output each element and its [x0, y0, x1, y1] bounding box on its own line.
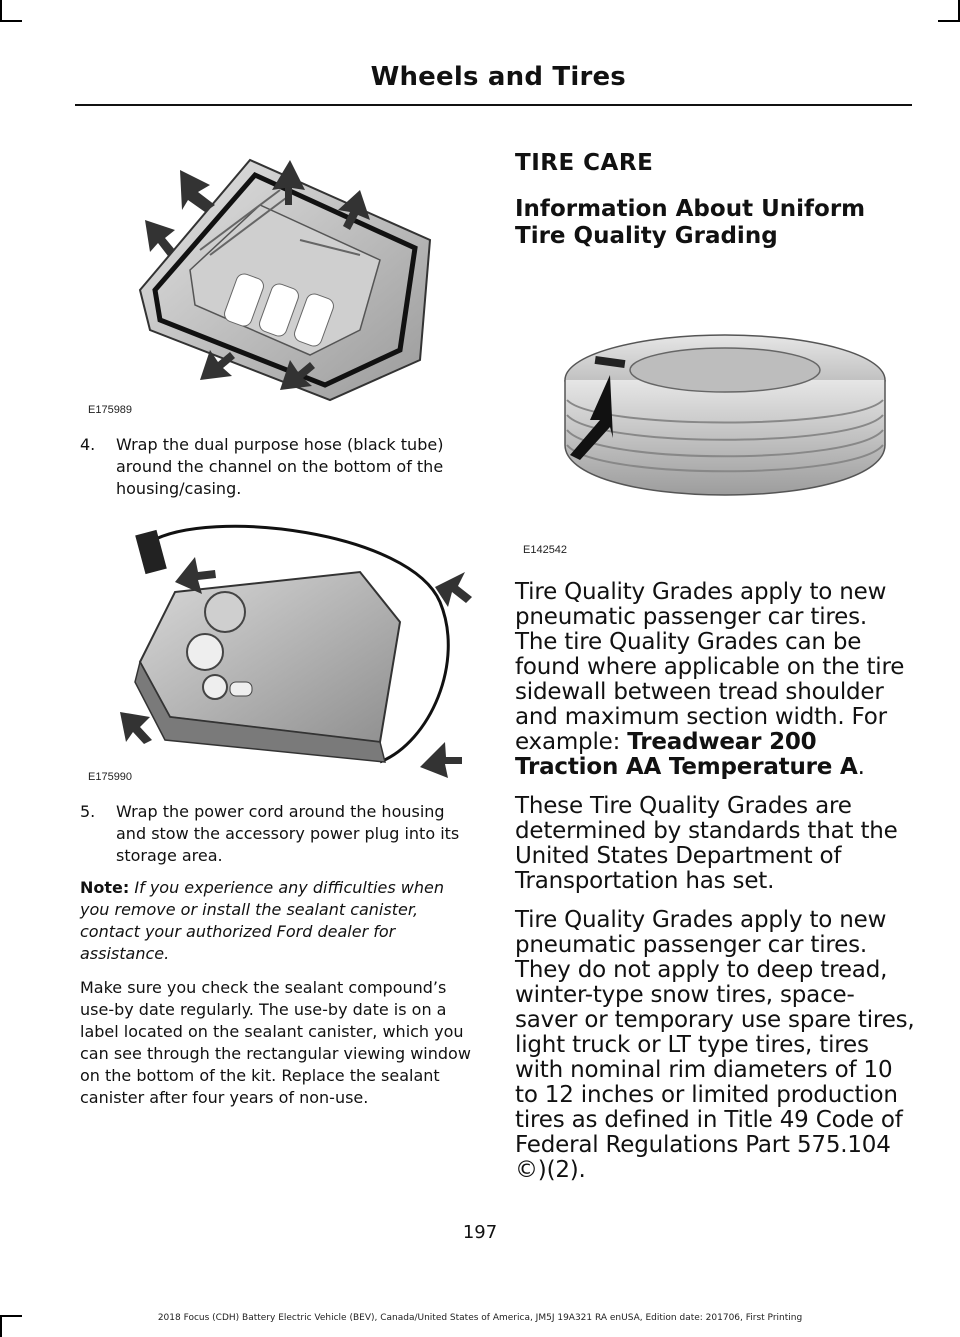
footer-text: 2018 Focus (CDH) Battery Electric Vehicle (BEV), Canada/United States of America, JM5J 19A321 RA enUSA, Edition date: 201706, First Printing	[157, 1313, 803, 1323]
compressor-bottom-illustration	[80, 130, 478, 420]
step-text: Wrap the power cord around the housing and stow the accessory power plug into its storage area.	[116, 802, 460, 865]
compressor-top-illustration	[80, 512, 478, 787]
paragraph-use-by-date: Make sure you check the sealant compound’s use-by date regularly. The use-by date is on a label located on the sealant canister, which you can see through the rectangular viewing window on the bottom of the kit. Replace the sealant canister after four years of non-use.	[80, 978, 471, 1107]
header-rule	[75, 104, 912, 106]
crop-mark-top-right-h	[938, 20, 960, 22]
paragraph-end: .	[857, 754, 865, 780]
step-number: 5.	[80, 802, 96, 821]
section-heading: TIRE CARE	[515, 150, 654, 176]
left-column	[80, 130, 478, 1109]
tire-illustration	[515, 270, 913, 560]
page-header-title: Wheels and Tires	[370, 62, 626, 92]
step-5	[80, 801, 478, 867]
paragraph-applicability: Tire Quality Grades apply to new pneumatic passenger car tires. They do not apply to deep tread, winter-type snow tires, space-saver or temporary use spare tires, light truck or LT type tires, tires with nominal rim diameters of 10 to 12 inches or limited production tires as defined in Title 49 Code of Federal Regulations Part 575.104 ©)(2).	[515, 907, 915, 1183]
paragraph-text: Tire Quality Grades apply to new pneumatic passenger car tires. The tire Quality Grades can be found where applicable on the tire sidewall between tread shoulder and maximum section width. For example:	[515, 579, 905, 755]
note-label: Note:	[80, 878, 130, 897]
crop-mark-top-left-h	[0, 20, 22, 22]
note	[80, 877, 478, 965]
crop-mark-top-left	[0, 0, 2, 22]
figure-kit-bottom	[80, 130, 478, 420]
subsection-heading: Information About Uniform Tire Quality Grading	[515, 196, 866, 249]
grade-example: Treadwear 200 Traction AA Temperature A	[515, 729, 858, 780]
paragraph-standards: These Tire Quality Grades are determined by standards that the United States Department of Transportation has set.	[515, 793, 898, 894]
figure-code: E175990	[88, 771, 133, 783]
step-number: 4.	[80, 435, 96, 454]
figure-code: E175989	[88, 404, 133, 416]
step-text: Wrap the dual purpose hose (black tube) around the channel on the bottom of the housing/casing.	[116, 435, 444, 498]
figure-code: E142542	[523, 544, 568, 556]
note-text: If you experience any difficulties when you remove or install the sealant canister, contact your authorized Ford dealer for assistance.	[80, 878, 445, 963]
paragraph-tire-quality-grades	[515, 580, 915, 780]
figure-tire	[515, 270, 913, 560]
figure-kit-top	[80, 512, 478, 787]
page-number: 197	[462, 1222, 498, 1243]
right-column	[515, 140, 915, 1197]
step-4	[80, 434, 478, 500]
